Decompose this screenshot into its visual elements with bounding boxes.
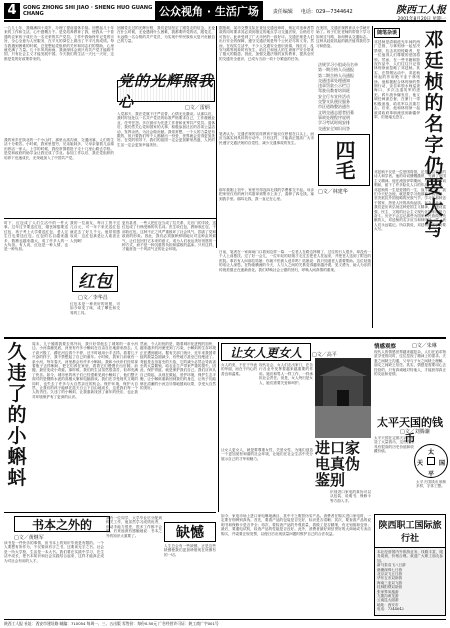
body-text-block: 太平天国在定都天京后铸造了大量钱币，这些钱币具有很高的历史价值和收藏价值。	[374, 436, 414, 454]
body-text-block: 读书是一件快乐的事情，但书本上的知识毕竟是有限的。一个人要想有所作为，不仅要读有字之书，还要读无字之书。社会是一所大学校，生活是一本大书。我们要在实践中学习，在生活中成长，把书本知识和社会实践结合起来，这样才能真正成为对社会有用的人才。	[4, 541, 104, 563]
body-text-block: 入党那天，我在党旗下庄严宣誓，心情无比激动。从那以后，我时时处处以一名共产党员的标准严格要求自己，工作兢兢业业，任劳任怨。多次被评为先进工作者和优秀共产党员。退休后，我仍然关心党和国家的大事，积极参加社区的各项公益活动，发挥余热，为社会做贡献。我常常想，一个人的力量是有限的，但只要我们每个人都献出一份爱，世界就会变得更加美好。在党的领导下，我们的祖国一定会更加繁荣昌盛，人民的生活一定会更加幸福美好。	[117, 112, 215, 147]
byline: □文／林建华	[318, 189, 348, 195]
ad-body: 本社经营国内外旅游业务，线路丰富，服务周到，价格合理。欢迎广大职工朋友参加。 新马泰双飞八日游 港澳深珠七日游 北京双飞五日游 华东五市双卧游 海南三亚双飞游 桂林阳朔双卧游 张家界凤凰游 九寨沟黄龙游 云南昆大丽游 地址：西安市 电话：7344642	[377, 550, 443, 612]
travel-ad	[374, 514, 446, 616]
body-text-block: 我的家乡在陕北的一个小山村，那里山高沟深，交通闭塞，人们的生活十分艰苦。小时候，我家里很穷，兄弟姐妹多，父母亲靠着几亩薄田养活一家人。上学的时候，我经常饿着肚子走十几里山路去学校。是党和政府的助学金让我完成了学业。参加工作以后，我在党组织的培养下迅速成长，光荣地加入了中国共产党。	[4, 138, 114, 160]
masthead-logo: 陕西工人报	[396, 4, 446, 16]
headline-deng-tingzhen: 邓廷桢的名字仍要大写	[424, 29, 444, 240]
body-text-block: 在美国，交通法规教育从小学就开始了。孩子们在老师的带领下学习如何过马路，如何辨认交通标志。这种从娃娃抓起的做法值得我们学习和借鉴。	[316, 26, 370, 48]
header-pinyin: GONG ZHONG SHI JIAO · SHENG HUO GUANG CHANG	[23, 5, 153, 17]
body-text-block: 我有一位同学，大学毕业后分配到机关工作，他虽然学习成绩优秀，但动手能力很差，很多工作都不会做。后来他深有感触地说：书本之外的知识太重要了。	[106, 516, 162, 538]
byline: □文／刘腾骧	[400, 429, 430, 435]
headline-women: 让女人更女人	[229, 345, 302, 360]
body-text-block: 回顾党走过的光辉历程，我们更加坚定了跟党走的信念。无论在什么时候，无论遇到什么困难，我都要听党的话，跟党走，永远做一名合格的共产党员，为实现中华民族伟大复兴贡献自己的力量。	[117, 26, 215, 44]
body-text-block: 让女人更女人，就是要尊重女性，关爱女性，为她们创造一个更加宽松和谐的社会环境，让她们在社会生活中充分展示自己的才华和魅力。	[221, 448, 313, 461]
body-text-block: 太平天国钱币形制多样，字体工整。	[416, 480, 446, 489]
temple-photo	[315, 358, 371, 438]
body-text-block: 据报载，某市交警支队在查处交通违章时，规定对违章者罚款的同时要求其必须到指定的地点学习交通法规，合格后方可放行。此举受到了广大市民的一致好评。交通法规是人们出行安全的保障，遵守交通法规是每个公民应尽的义务。然而，在现实生活中，不少人交通安全意识淡薄，闯红灯、乱穿马路等现象时有发生，给自己和他人的生命财产安全带来了极大的隐患。因此，加强交通法规的宣传教育，提高全民的交通安全意识，已成为当前一项十分紧迫的任务。	[219, 26, 314, 61]
body-text-block: 女人的美，不在于外表的华丽，而在于内心的善良和温柔。	[221, 363, 257, 376]
body-text-block: 日前，笔者在一家商场门口看到这样一幕：一位老人在路边摔倒了，过往的行人很多，却没有一个人上前搀扶。过了好一会儿，一位年轻的姑娘才走过去把老人扶起来，并把老人送到了附近的医院。事后有人问那位姑娘：你就不怕被人讹诈吗？姑娘说：我只知道老人需要帮助。这位姑娘的话让人深思。在物欲横流的今天，人与人之间的关系变得越来越冷漠，见义勇为、助人为乐的传统美德正在逐渐淡化。我们呼唤社会公德的回归，呼唤人间真情的重现。	[219, 250, 371, 272]
body-text-block: 一九九七年，我刚满四十周岁，办理了提前退休手续。回想起几十年来的工作和生活，心中感慨万千。是党培养教育了我，使我从一个普通的农家孩子成长为一名光荣的共产党员。工作中我始终牢记党的宗旨，全心全意为人民服务，在平凡的岗位上做出了不平凡的成绩。每当我遇到困难的时候，总是想起党组织的关怀和同志们的帮助，心里就充满了力量。几十年风风雨雨，我深深体会到只有共产党才能救中国，只有社会主义才能发展中国。今天我们的生活一天比一天好，这都是党的好政策带来的。	[4, 26, 114, 61]
body-text-block: 邓廷桢不仅是一位爱国将领，还是一位著名的诗人和学者。他的诗词慷慨激昂，充满了爱国主义精神。他在流放伊犁期间，与林则徐诗词唱和，留下了许多脍炙人口的作品。可以说，邓廷桢的一生是爱国的一生，战斗的一生。我们今天纪念他，就是要学习他那种不畏强暴、坚决抵抗外国侵略的民族气节，学习他那种忠于国家、热爱人民的高尚品质。在当今社会，我们更应该弘扬这种爱国主义精神，为建设富强、民主、文明的社会主义现代化国家而努力奋斗。历史不会忘记那些为国家和民族做出贡献的人，邓廷桢的名字应当和林则徐一样，被人们永远铭记。所以我说，邓廷桢的名字仍要大写。	[374, 170, 446, 232]
header-date: 2001年8月20日 星期一	[397, 16, 446, 22]
body-text-block: 现代社会，女人们走出家门，在各行各业中发挥着越来越重要的作用。她们和男人一样工作，一样承担社会责任。但是，女人终归是女人，她们需要关爱和呵护。	[259, 363, 313, 385]
body-text-block: 笔者认为，交通法规的宣传教育不能仅仅停留在口头上，而应当落实到具体的行动中。只有这样，才能真正提高广大市民遵守交通法规的自觉性，减少交通事故的发生。	[219, 132, 314, 145]
headline-red-envelope: 红包	[78, 271, 112, 292]
ad-title: 陕西职工国际旅行社	[375, 515, 445, 548]
body-text-block: 现代人的情感世界越来越复杂，人们在追求物质享受的同时，往往忽视了精神上的需求。夫妻之间缺乏沟通，父母与子女之间缺乏理解，朋友之间缺乏信任。其实，情感是需要用心去经营的，只有真诚地对待他人，才能获得真正的友谊和爱情。	[374, 350, 446, 377]
headline-box	[72, 266, 118, 292]
body-text-block: 如今，家电市场上进口家电琳琅满目，其中不乏假冒伪劣产品。消费者在购买进口家电时，一定要仔细辨别真伪。首先，要看产品的包装是否完好，标识是否清晰；其次，要查看产品的说明书和保修卡是否齐全；再次，要检查产品的外观质量，看做工是否精细，有无划痕和变形；最后，要通电试机，检查产品的性能是否良好。此外，消费者最好到信誉好的大商场或专卖店购买，并索要正规发票，以便日后出现质量问题时维护自己的合法权益。	[221, 514, 371, 536]
editor-label: 责任编辑	[272, 8, 293, 15]
headline-beyond-books: 书本之外的	[31, 517, 92, 532]
page-header	[4, 2, 446, 22]
byline: □文／黄继军	[14, 535, 44, 541]
coin-image: 太 平 天 国	[414, 444, 448, 478]
body-text-block: 我的一位朋友，每月工资不过几百元，可一年下来光送红包就花去了好几千元。他常常感叹说：这红包真是让人欢喜让人忧啊！	[70, 221, 120, 243]
headline-box	[318, 134, 370, 186]
body-text-block: 那年我刚上初中，家里穷得连四毛钱的学费都交不起。母亲把家里仅有的两只鸡蛋拿到集市上卖了，凑够了四毛钱，塞到我手里。那四毛钱，我一直记在心里。	[219, 188, 314, 201]
text-list-block: 法规学习小组成员名单 第一期合格人员通报 第二期合格人员通报 交通违章处理通知 违章罚款公示栏目 驾驶员教育培训班 安全行车宣传活动 交警支队便民服务 市区道路整治通告 文明交通志愿者招募 事故处理程序说明 学习考试时间安排 交通安全知识问答	[318, 62, 358, 131]
headline-box	[164, 522, 216, 542]
body-text-block: 时下，红包成了人们生活中的一件大事。过年过节要送红包，婚丧嫁娶要送红包，孩子考上大学要送红包，老人过生日也要送红包。红包的名目越来越多，数额也越来越大，成了许多人的一大负担。有人说，红包是一种人情，也是一种负担。	[4, 221, 68, 252]
byline: □文／朱琳	[412, 343, 437, 349]
headline-box	[14, 516, 110, 532]
header-tel: 电话：029—7344642	[300, 8, 353, 15]
body-text-block: 周末，儿子缠着我要去郊外玩，我只好带他去了城郊的一条小河边。小河清澈见底，河里有许多小蝌蚪在自由自在地游来游去。儿子高兴极了，蹲在河边看个不停，还不时地用小手去捞。看着儿子兴奋的样子，我不禁想起了自己的童年。小时候，我家门前就有一条小河，每年春天，河里都会有许多小蝌蚪。我和小伙伴们经常拿着瓶子去捞蝌蚪，把它们养在家里，看着它们慢慢长出后腿、前腿，最后变成小青蛙。那时候，我们的生活虽然很清苦，但却充满了快乐。如今，城市里的孩子们已经很难见到小蝌蚪了，他们整天面对的是钢筋水泥的高楼大厦和电脑游戏。我们在享受现代文明的同时，也失去了许多与大自然亲近的机会。保护环境，保护大自然，让我们的孩子能够在蓝天白云下自由地成长，这是我们每一个人的责任。久违了的小蝌蚪，让我重新找回了童年的快乐，也让我对环境保护有了更深的认识。	[32, 342, 138, 399]
byline: □文／高平	[312, 352, 337, 358]
page-number: 4	[4, 3, 20, 19]
byline: □文／李华昌	[78, 295, 108, 301]
body-text-block: 识别进口家电的真伪可以从包装、说明书、保修卡等方面入手。	[330, 490, 371, 503]
section-title: 公众视角 · 生活广场	[155, 1, 263, 21]
headline-box	[221, 343, 311, 361]
footer-info: 陕西工人报 社址：西安市建设路 邮编：710054 每周一、三、五出版 零售价：每份0.50元 广告经营许可证：陕工商广字001号	[4, 621, 219, 626]
body-text-block: 然而，令人担忧的是，随着城市化进程的加快，越来越多的河流受到了污染，小蝌蚪的生存环境正在遭到破坏。据有关部门统计，近年来我国青蛙的数量急剧减少，有些地方甚至已经绝迹了。青蛙是农田害虫的天敌，它的减少必然会导致害虫的大量繁殖，给农业生产带来严重的损失。因此，保护青蛙，就是保护我们自己。我们应该从自己做起，从现在做起，爱护环境，保护生态平衡，让小蝌蚪重新回到我们的身边，让孩子们能够在清澈的小河边尽情地嬉戏玩耍，享受大自然的美好。	[140, 342, 216, 391]
byline: □文／雷炳	[185, 105, 210, 111]
body-text-block: 邓廷桢是清朝道光年间的两广总督，与林则徐一起坚决禁烟，抗击英国侵略者，是一位值得人们尊敬的爱国将领。然而，在一些书籍和影视作品中，人们往往只记得林则徐而忽略了邓廷桢。其实，在禁烟运动中，邓廷桢所起的作用绝不亚于林则徐。他积极配合林则徐的禁烟行动，亲自率领水师巡查海口，多次击退英军的进犯。鸦片战争爆发后，他又调任闽浙总督，在厦门一带积极备战，给英军以沉重打击。后来，他和林则徐一起被清政府革职流放到新疆伊犁，但他毫无怨言。	[374, 40, 420, 119]
headline-regret: 缺憾	[176, 525, 204, 541]
body-text-block: 人生总会有一些缺憾，正是这些缺憾使我们更加珍惜现在所拥有的一切。	[164, 544, 216, 557]
body-text-block: 红包本是一种美好的祝愿，可如今却变了味，成了攀比和交易的工具。	[70, 302, 120, 315]
column-kicker: 随笔杂谈	[374, 28, 400, 38]
column-kicker: 情感观察	[374, 344, 397, 350]
headline-appliance: 进口家电真伪鉴别	[315, 439, 361, 489]
headline-overdue-tadpole: 久违了的小蝌蚪	[7, 341, 27, 489]
body-text-block: 更有甚者，一些人把红包当成了拉关系、走后门的手段，送红包成了行贿受贿的代名词。医生收红包，教师收红包，干部收红包，这种不正之风严重败坏了社会风气，损害了党和政府的形象。因此，我们必须旗帜鲜明地反对这种歪风邪气，让红包回归它本来的意义，成为人们表达美好祝愿的一种方式，而不是一种沉重的负担和腐败的温床。只有这样，才能营造一个风清气正的社会环境。	[122, 221, 216, 252]
headline-light-heart: 党的光辉照我心	[118, 72, 215, 111]
headline-taiping: 太平天国的钱币	[377, 416, 443, 445]
headline-four-cents: 四毛	[332, 140, 356, 180]
